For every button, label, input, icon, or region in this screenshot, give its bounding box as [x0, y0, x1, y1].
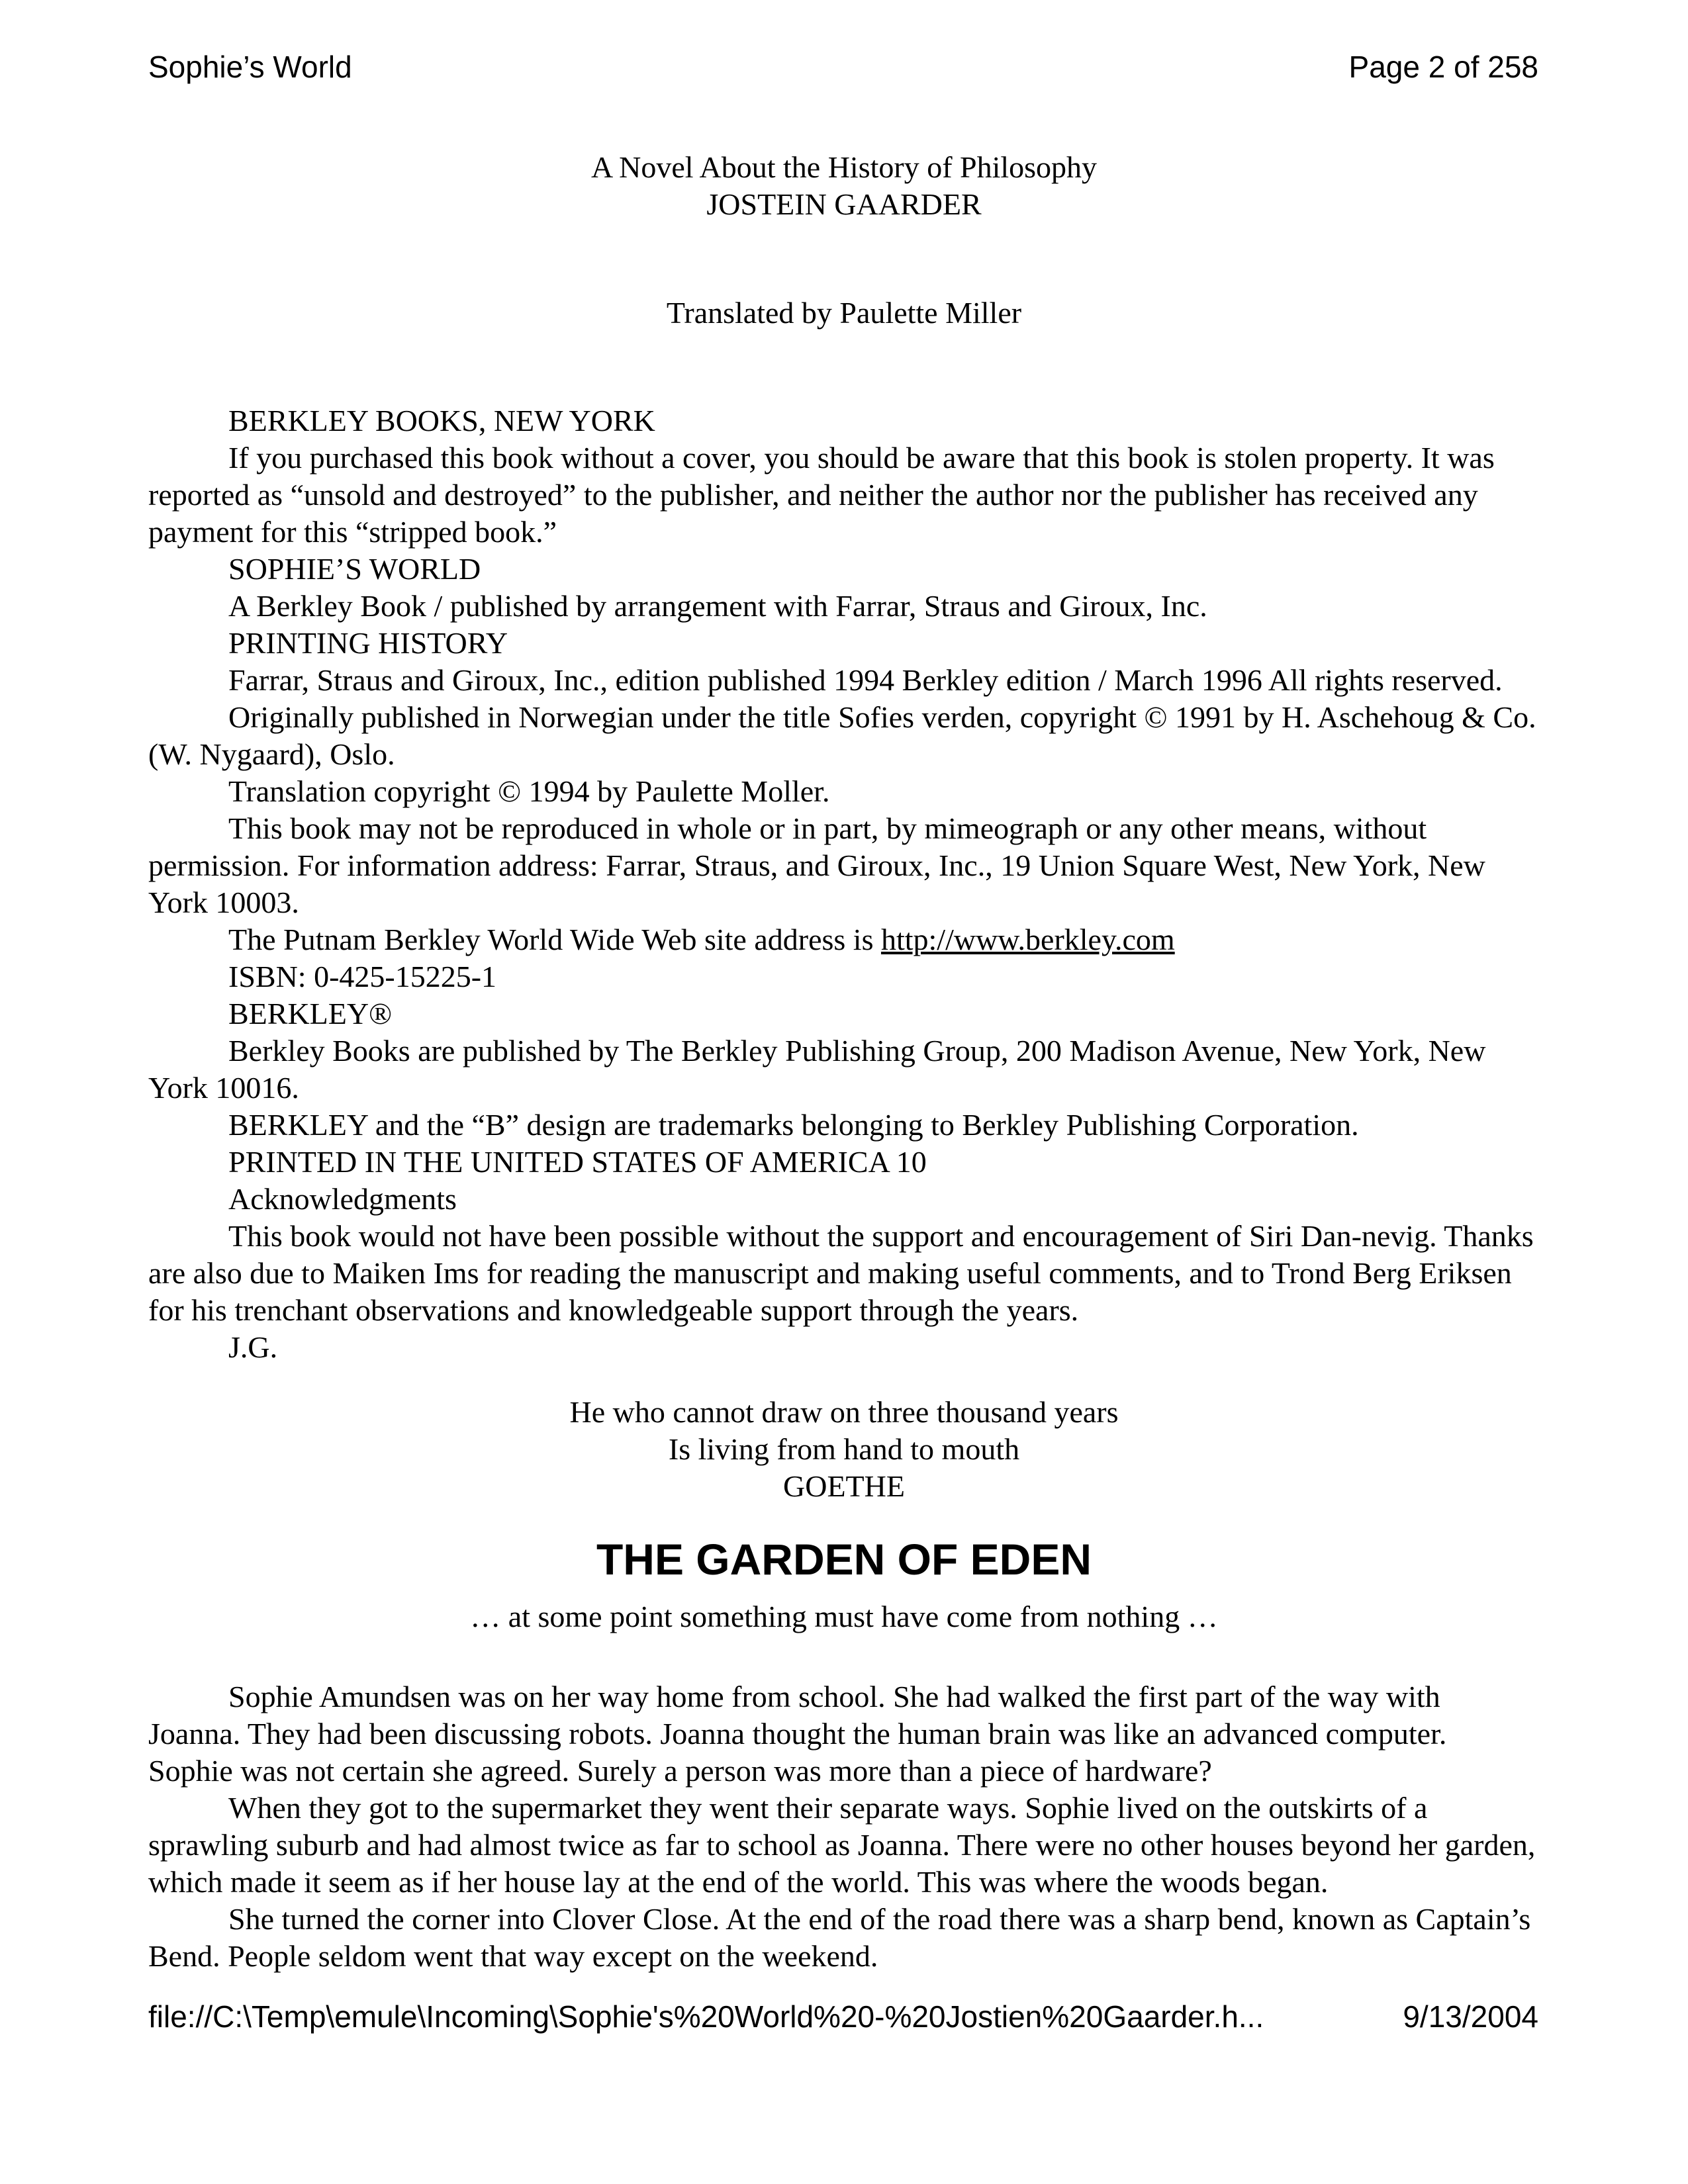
header-book-title: Sophie’s World	[148, 50, 352, 84]
printing-history-text: Farrar, Straus and Giroux, Inc., edition published 1994 Berkley edition / March 1996 All rights reserved.	[228, 663, 1503, 697]
website-line	[148, 921, 1538, 958]
header-page-indicator: Page 2 of 258	[1348, 50, 1538, 84]
berkley-mark-line: BERKLEY®	[228, 997, 393, 1030]
arrangement-line: A Berkley Book / published by arrangement with Farrar, Straus and Giroux, Inc.	[228, 589, 1207, 623]
epigraph-line-2: Is living from hand to mouth	[668, 1432, 1020, 1466]
publisher-address-line: Berkley Books are published by The Berkley Publishing Group, 200 Madison Avenue, New York, New York 10016.	[148, 1034, 1486, 1105]
original-publication-line: Originally published in Norwegian under the title Sofies verden, copyright © 1991 by H. Aschehoug & Co. (W. Nygaard), Oslo.	[148, 700, 1536, 771]
epigraph-line-1: He who cannot draw on three thousand years	[569, 1395, 1119, 1429]
book-name-line: SOPHIE’S WORLD	[228, 552, 481, 586]
acknowledgments-text: This book would not have been possible without the support and encouragement of Siri Dan-nevig. Thanks are also due to Maiken Ims for reading the manuscript and making useful comments, and to Trond Berg Eriksen for his trenchant observations and knowledgeable support through the years.	[148, 1219, 1534, 1327]
story-paragraph: She turned the corner into Clover Close. At the end of the road there was a sharp bend, known as Captain’s Bend. People seldom went that way except on the weekend.	[148, 1902, 1531, 1973]
copyright-section	[148, 402, 1538, 1366]
translation-copyright-line: Translation copyright © 1994 by Paulette Moller.	[228, 774, 830, 808]
acknowledgments-heading: Acknowledgments	[228, 1182, 457, 1216]
printing-history-heading: PRINTING HISTORY	[228, 626, 508, 660]
translator-credit: Translated by Paulette Miller	[666, 296, 1022, 330]
isbn-line: ISBN: 0-425-15225-1	[228, 960, 497, 993]
chapter-subtitle: … at some point something must have come from nothing …	[470, 1600, 1218, 1633]
book-subtitle: A Novel About the History of Philosophy	[590, 150, 1098, 184]
signature-initials: J.G.	[228, 1330, 278, 1364]
story-paragraph: When they got to the supermarket they went their separate ways. Sophie lived on the outskirts of a sprawling suburb and had almost twice as far to school as Joanna. There were no other houses beyond her garden, which made it seem as if her house lay at the end of the world. This was where the woods began.	[148, 1791, 1536, 1899]
printed-in-line: PRINTED IN THE UNITED STATES OF AMERICA 10	[228, 1145, 927, 1179]
reproduction-notice: This book may not be reproduced in whole or in part, by mimeograph or any other means, without permission. For information address: Farrar, Straus, and Giroux, Inc., 19 Union Square West, New York, New York 10003.	[148, 811, 1485, 919]
author-name: JOSTEIN GAARDER	[706, 187, 982, 221]
footer-date: 9/13/2004	[1403, 1999, 1538, 2034]
footer-file-path: file://C:\Temp\emule\Incoming\Sophie's%20World%20-%20Jostien%20Gaarder.h...	[148, 1999, 1264, 2034]
epigraph	[0, 1394, 1688, 1505]
stripped-book-notice: If you purchased this book without a cover, you should be aware that this book is stolen property. It was reported as “unsold and destroyed” to the publisher, and neither the author nor the publisher has received any payment for this “stripped book.”	[148, 441, 1495, 549]
story-paragraph: Sophie Amundsen was on her way home from school. She had walked the first part of the way with Joanna. They had been discussing robots. Joanna thought the human brain was like an advanced computer. Sophie was not certain she agreed. Surely a person was more than a piece of hardware?	[148, 1680, 1447, 1788]
chapter-title: THE GARDEN OF EDEN	[596, 1535, 1092, 1584]
chapter-text	[148, 1678, 1538, 1975]
publisher-line: BERKLEY BOOKS, NEW YORK	[228, 404, 655, 437]
trademark-notice: BERKLEY and the “B” design are trademarks belonging to Berkley Publishing Corporation.	[228, 1108, 1359, 1142]
epigraph-attribution: GOETHE	[783, 1469, 905, 1503]
website-link[interactable]: http://www.berkley.com	[880, 923, 1175, 956]
website-prefix: The Putnam Berkley World Wide Web site address is	[228, 923, 881, 956]
